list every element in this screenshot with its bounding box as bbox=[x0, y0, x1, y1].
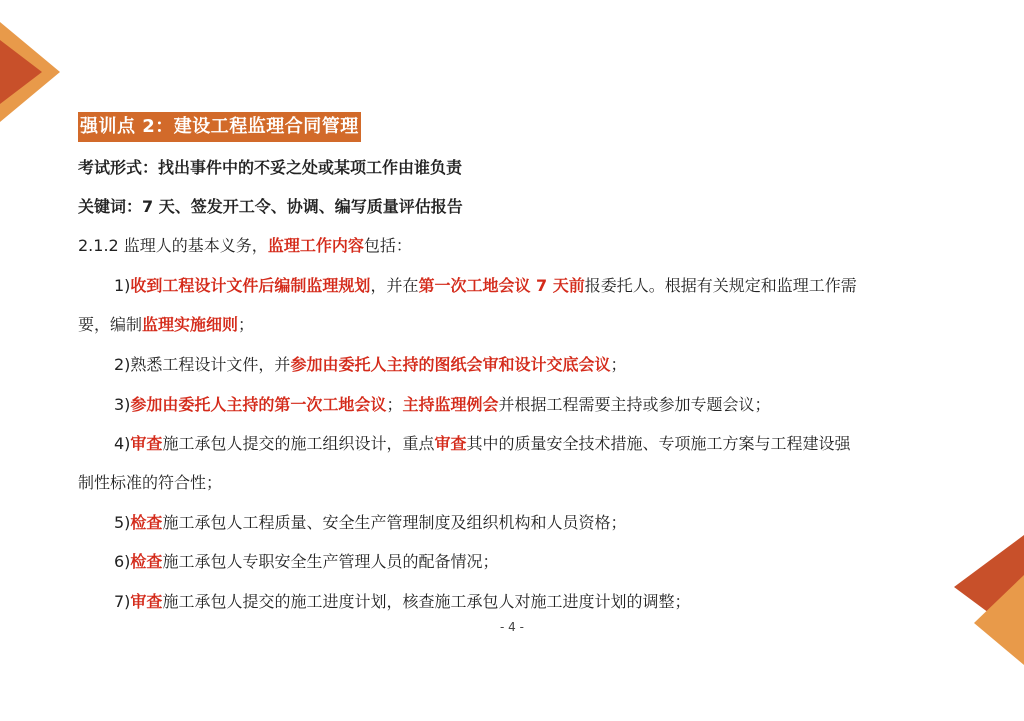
bottom-right-decoration bbox=[950, 535, 1024, 665]
exam-form-line: 考试形式：找出事件中的不妥之处或某项工作由谁负责 bbox=[78, 158, 463, 177]
intro-text: 2.1.2 监理人的基本义务， bbox=[78, 236, 268, 255]
intro-highlight: 监理工作内容 bbox=[267, 236, 364, 255]
item-6: 6)检查施工承包人专职安全生产管理人员的配备情况； bbox=[114, 552, 499, 571]
item-4: 4)审查施工承包人提交的施工组织设计，重点审查其中的质量安全技术措施、专项施工方案与工程建设强 bbox=[114, 434, 851, 453]
section-intro bbox=[78, 236, 954, 256]
item-7: 7)审查施工承包人提交的施工进度计划，核查施工承包人对施工进度计划的调整； bbox=[114, 592, 691, 611]
item-3: 3)参加由委托人主持的第一次工地会议；主持监理例会并根据工程需要主持或参加专题会议； bbox=[114, 395, 771, 414]
intro-text-end: 包括： bbox=[363, 236, 412, 255]
item-1-continued: 要，编制监理实施细则； bbox=[78, 315, 255, 334]
item-4-continued: 制性标准的符合性； bbox=[78, 473, 223, 492]
item-1: 1)收到工程设计文件后编制监理规划，并在第一次工地会议 7 天前报委托人。根据有关规定和监理工作需 bbox=[114, 276, 857, 295]
item-2: 2)熟悉工程设计文件，并参加由委托人主持的图纸会审和设计交底会议； bbox=[114, 355, 627, 374]
keywords-line: 关键词：7 天、签发开工令、协调、编写质量评估报告 bbox=[78, 197, 463, 216]
top-left-decoration bbox=[0, 0, 70, 140]
item-5: 5)检查施工承包人工程质量、安全生产管理制度及组织机构和人员资格； bbox=[114, 513, 627, 532]
section-title: 强训点 2：建设工程监理合同管理 bbox=[78, 112, 361, 142]
page-number: - 4 - bbox=[500, 620, 524, 634]
